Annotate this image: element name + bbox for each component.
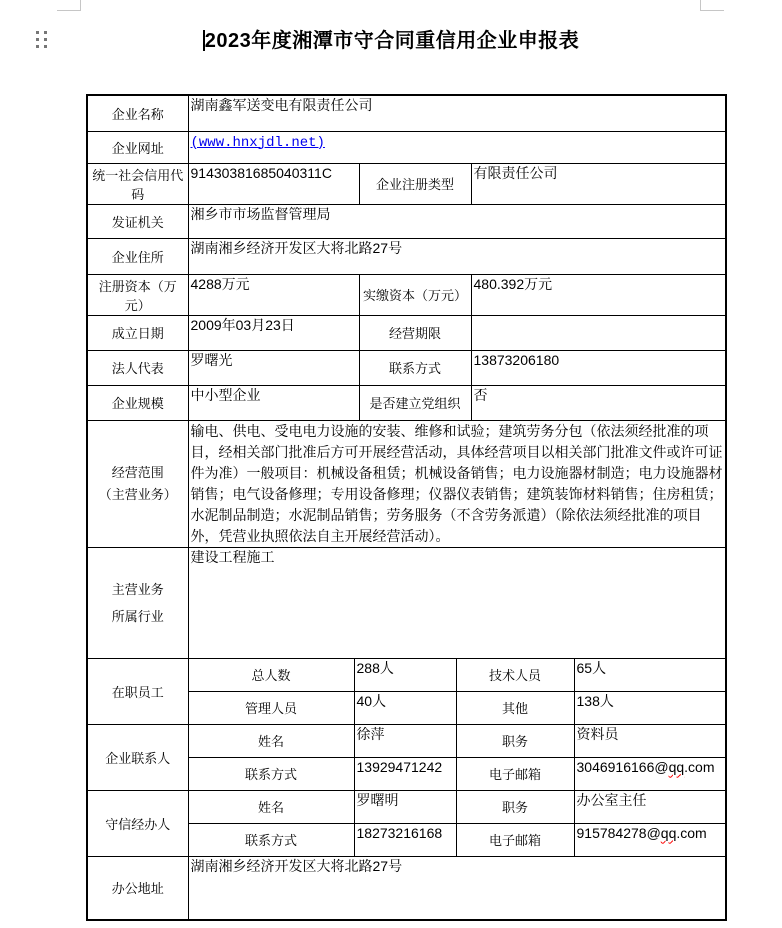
issuing-authority-label: 发证机关: [87, 204, 188, 238]
business-scope-label: [87, 420, 188, 547]
registered-capital-value[interactable]: 4288万元: [188, 274, 359, 315]
row-employees-1: [87, 658, 726, 691]
main-industry-label: [87, 547, 188, 658]
paid-in-capital-label: 实缴资本（万元）: [359, 274, 471, 315]
row-company-address: [87, 238, 726, 274]
credit-agent-position-label: 职务: [456, 790, 574, 823]
main-industry-label-line2: 所属行业: [111, 608, 164, 624]
established-date-value[interactable]: 2009年03月23日: [188, 315, 359, 350]
company-contact-label: 企业联系人: [87, 724, 188, 790]
company-address-label: 企业住所: [87, 238, 188, 274]
credit-agent-label: 守信经办人: [87, 790, 188, 856]
employees-total-value[interactable]: 288人: [354, 658, 456, 691]
business-scope-value[interactable]: 输电、供电、受电电力设施的安装、维修和试验；建筑劳务分包（依法须经批准的项目，经相关部门批准后方可开展经营活动，具体经营项目以相关部门批准文件或许可证件为准）一般项目：机械设备租赁；机械设备销售；电力设施器材制造；电力设施器材销售；电气设备修理；专用设备修理；仪器仪表销售；建筑装饰材料销售；住房租赁；水泥制品制造；水泥制品销售；劳务服务（不含劳务派遣）（除依法须经批准的项目外，凭营业执照依法自主开展经营活动）。: [188, 420, 726, 547]
row-office-address: [87, 856, 726, 920]
registration-type-label: 企业注册类型: [359, 163, 471, 204]
credit-agent-name-label: 姓名: [188, 790, 354, 823]
row-legal-representative: [87, 350, 726, 385]
email-spellcheck-flagged: qq: [660, 824, 677, 841]
legal-rep-phone-label: 联系方式: [359, 350, 471, 385]
row-website: [87, 131, 726, 163]
party-organization-label: 是否建立党组织: [359, 385, 471, 420]
company-name-value[interactable]: 湖南鑫军送变电有限责任公司: [188, 95, 726, 131]
row-capital: [87, 274, 726, 315]
party-organization-value[interactable]: 否: [471, 385, 726, 420]
company-scale-label: 企业规模: [87, 385, 188, 420]
row-company-contact-1: [87, 724, 726, 757]
credit-agent-name-value[interactable]: 罗曙明: [354, 790, 456, 823]
employees-other-label: 其他: [456, 691, 574, 724]
credit-code-value[interactable]: 91430381685040311C: [188, 163, 359, 204]
email-domain-suffix: .com: [676, 824, 707, 841]
text-boundary-corner-left-icon: [57, 0, 81, 11]
row-issuing-authority: [87, 204, 726, 238]
row-company-name: [87, 95, 726, 131]
row-company-scale: [87, 385, 726, 420]
business-scope-label-line2: （主营业务）: [98, 486, 177, 502]
company-contact-email-label: 电子邮箱: [456, 757, 574, 790]
company-contact-email-value[interactable]: [574, 757, 726, 790]
row-established-date: [87, 315, 726, 350]
main-industry-value[interactable]: 建设工程施工: [188, 547, 726, 658]
application-form-table: [86, 94, 727, 921]
email-local-part: 915784278@: [576, 824, 661, 841]
office-address-value[interactable]: 湖南湘乡经济开发区大将北路27号: [188, 856, 726, 920]
legal-rep-phone-value[interactable]: 13873206180: [471, 350, 726, 385]
issuing-authority-value[interactable]: 湘乡市市场监督管理局: [188, 204, 726, 238]
employees-total-label: 总人数: [188, 658, 354, 691]
email-local-part: 3046916166@: [576, 758, 669, 775]
company-contact-phone-label: 联系方式: [188, 757, 354, 790]
company-contact-name-label: 姓名: [188, 724, 354, 757]
row-credit-agent-1: [87, 790, 726, 823]
legal-representative-value[interactable]: 罗曙光: [188, 350, 359, 385]
employees-other-value[interactable]: 138人: [574, 691, 726, 724]
company-name-label: 企业名称: [87, 95, 188, 131]
row-business-scope: [87, 420, 726, 547]
employees-management-label: 管理人员: [188, 691, 354, 724]
company-contact-position-label: 职务: [456, 724, 574, 757]
credit-agent-phone-value[interactable]: 18273216168: [354, 823, 456, 856]
website-value: [188, 131, 726, 163]
office-address-label: 办公地址: [87, 856, 188, 920]
credit-agent-phone-label: 联系方式: [188, 823, 354, 856]
employees-technical-label: 技术人员: [456, 658, 574, 691]
business-term-label: 经营期限: [359, 315, 471, 350]
website-label: 企业网址: [87, 131, 188, 163]
page-title: 2023年度湘潭市守合同重信用企业申报表: [204, 30, 580, 52]
legal-representative-label: 法人代表: [87, 350, 188, 385]
main-industry-label-line1: 主营业务: [111, 581, 164, 597]
employees-label: 在职员工: [87, 658, 188, 724]
credit-agent-position-value[interactable]: 办公室主任: [574, 790, 726, 823]
registration-type-value[interactable]: 有限责任公司: [471, 163, 726, 204]
title-row: [0, 24, 782, 53]
credit-code-label: 统一社会信用代码: [87, 163, 188, 204]
row-main-industry: [87, 547, 726, 658]
text-boundary-corner-right-icon: [700, 0, 724, 11]
company-scale-value[interactable]: 中小型企业: [188, 385, 359, 420]
row-credit-code: [87, 163, 726, 204]
paid-in-capital-value[interactable]: 480.392万元: [471, 274, 726, 315]
company-contact-position-value[interactable]: 资料员: [574, 724, 726, 757]
employees-management-value[interactable]: 40人: [354, 691, 456, 724]
company-contact-name-value[interactable]: 徐萍: [354, 724, 456, 757]
credit-agent-email-label: 电子邮箱: [456, 823, 574, 856]
registered-capital-label: 注册资本（万元）: [87, 274, 188, 315]
email-domain-suffix: .com: [684, 758, 715, 775]
employees-technical-value[interactable]: 65人: [574, 658, 726, 691]
established-date-label: 成立日期: [87, 315, 188, 350]
credit-agent-email-value[interactable]: [574, 823, 726, 856]
website-link[interactable]: (www.hnxjdl.net): [190, 134, 325, 151]
business-term-value[interactable]: [471, 315, 726, 350]
company-address-value[interactable]: 湖南湘乡经济开发区大将北路27号: [188, 238, 726, 274]
business-scope-label-line1: 经营范围: [111, 464, 164, 480]
company-contact-phone-value[interactable]: 13929471242: [354, 757, 456, 790]
email-spellcheck-flagged: qq: [668, 758, 685, 775]
